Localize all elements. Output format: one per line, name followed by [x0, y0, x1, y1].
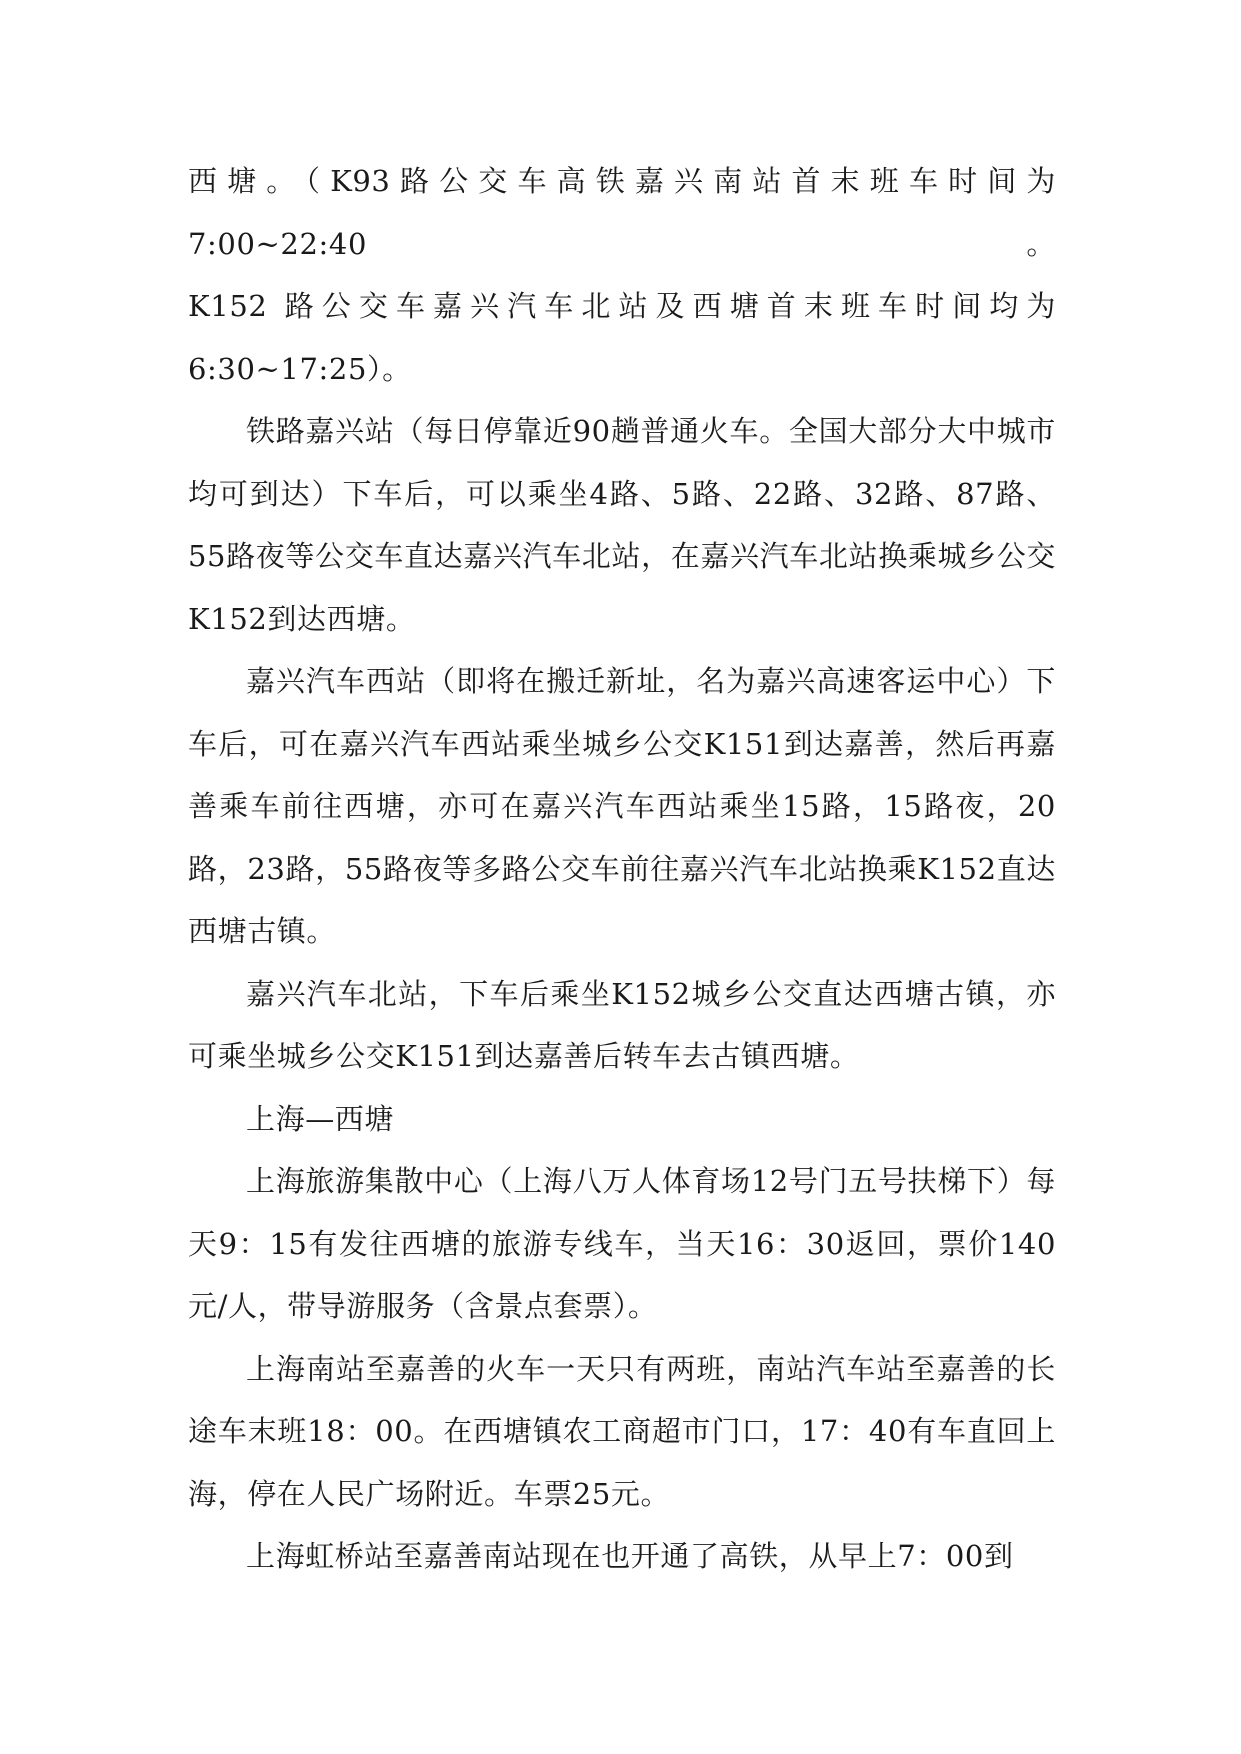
paragraph-jiaxing-west-bus-station: 嘉兴汽车西站（即将在搬迁新址，名为嘉兴高速客运中心）下车后，可在嘉兴汽车西站乘坐城乡公交K151到达嘉善，然后再嘉善乘车前往西塘，亦可在嘉兴汽车西站乘坐15路，15路夜，20路，23路，55路夜等多路公交车前往嘉兴汽车北站换乘K152直达西塘古镇。 [188, 664, 1056, 948]
section-heading-shanghai-xitang: 上海—西塘 [246, 1101, 395, 1136]
paragraph-jiaxing-railway-station: 铁路嘉兴站（每日停靠近90趟普通火车。全国大部分大中城市均可到达）下车后，可以乘坐4路、5路、22路、32路、87路、55路夜等公交车直达嘉兴汽车北站，在嘉兴汽车北站换乘城乡公交K152到达西塘。 [188, 414, 1056, 636]
paragraph-xitang-bus-times [188, 150, 1056, 400]
text-line: K152 路公交车嘉兴汽车北站及西塘首末班车时间均为 [188, 289, 1056, 323]
paragraph-shanghai-south-station: 上海南站至嘉善的火车一天只有两班，南站汽车站至嘉善的长途车末班18：00。在西塘镇农工商超市门口，17：40有车直回上海，停在人民广场附近。车票25元。 [188, 1351, 1056, 1511]
document-body [188, 150, 1056, 1588]
paragraph-jiaxing-north-bus-station: 嘉兴汽车北站，下车后乘坐K152城乡公交直达西塘古镇，亦可乘坐城乡公交K151到达嘉善后转车去古镇西塘。 [188, 976, 1056, 1073]
paragraph-hongqiao-high-speed-rail: 上海虹桥站至嘉善南站现在也开通了高铁，从早上7：00到 [246, 1539, 1014, 1573]
text-line: 西塘。（K93路公交车高铁嘉兴南站首末班车时间为7:00~22:40。 [188, 164, 1056, 261]
text-line: 6:30~17:25）。 [188, 351, 412, 386]
paragraph-shanghai-tourist-center: 上海旅游集散中心（上海八万人体育场12号门五号扶梯下）每天9：15有发往西塘的旅游专线车，当天16：30返回，票价140元/人，带导游服务（含景点套票）。 [188, 1164, 1056, 1323]
